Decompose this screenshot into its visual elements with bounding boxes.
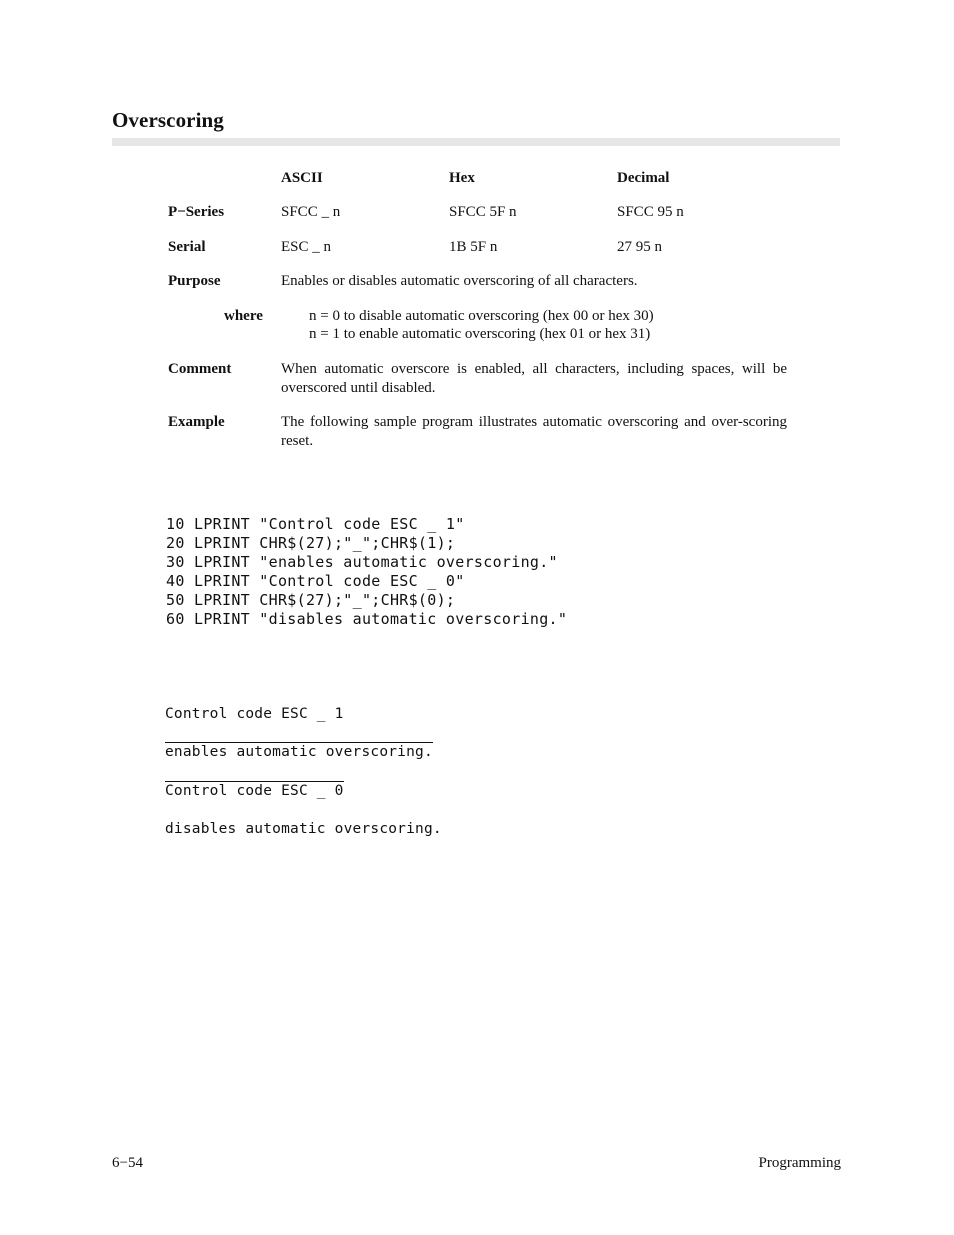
example-label: Example (168, 414, 225, 430)
output-line-text: Control code ESC _ 1 (165, 705, 344, 722)
printed-output (165, 686, 442, 857)
output-line-text: disables automatic overscoring. (165, 820, 442, 837)
serial-ascii: ESC _ n (281, 239, 332, 255)
program-line: 50 LPRINT CHR$(27);"_";CHR$(0); (166, 591, 456, 609)
header-ascii: ASCII (281, 170, 323, 186)
footer-section: Programming (758, 1155, 841, 1171)
where-line-1: n = 1 to enable automatic overscoring (hex 01 or hex 31) (309, 326, 651, 342)
where-line-0: n = 0 to disable automatic overscoring (hex 00 or hex 30) (309, 308, 654, 324)
row-label-serial: Serial (168, 239, 206, 255)
header-decimal: Decimal (617, 170, 670, 186)
where-label: where (224, 308, 263, 324)
purpose-text: Enables or disables automatic overscoring of all characters. (281, 273, 638, 289)
program-line: 30 LPRINT "enables automatic overscoring." (166, 553, 558, 571)
pseries-hex: SFCC 5F n (449, 204, 517, 220)
header-hex: Hex (449, 170, 475, 186)
pseries-decimal: SFCC 95 n (617, 204, 684, 220)
program-line: 20 LPRINT CHR$(27);"_";CHR$(1); (166, 534, 456, 552)
title-rule (112, 138, 840, 146)
page-number: 6−54 (112, 1155, 143, 1171)
output-line-overscored (165, 781, 442, 801)
page-title: Overscoring (112, 108, 224, 132)
row-label-pseries: P−Series (168, 204, 225, 220)
pseries-ascii: SFCC _ n (281, 204, 341, 220)
serial-decimal: 27 95 n (617, 239, 662, 255)
output-line-text: Control code ESC _ 0 (165, 782, 344, 799)
serial-hex: 1B 5F n (449, 239, 498, 255)
program-line: 60 LPRINT "disables automatic overscoring." (166, 610, 568, 628)
comment-label: Comment (168, 361, 232, 377)
comment-text: When automatic overscore is enabled, all characters, including spaces, will be overscored until disabled. (281, 361, 787, 396)
program-line: 40 LPRINT "Control code ESC _ 0" (166, 572, 465, 590)
output-line-text: enables automatic overscoring. (165, 744, 433, 761)
output-line (165, 820, 442, 839)
output-line-overscored (165, 742, 442, 762)
example-text: The following sample program illustrates automatic overscoring and over-scoring reset. (281, 414, 787, 449)
program-line: 10 LPRINT "Control code ESC _ 1" (166, 515, 465, 533)
output-line (165, 705, 442, 724)
purpose-label: Purpose (168, 273, 221, 289)
